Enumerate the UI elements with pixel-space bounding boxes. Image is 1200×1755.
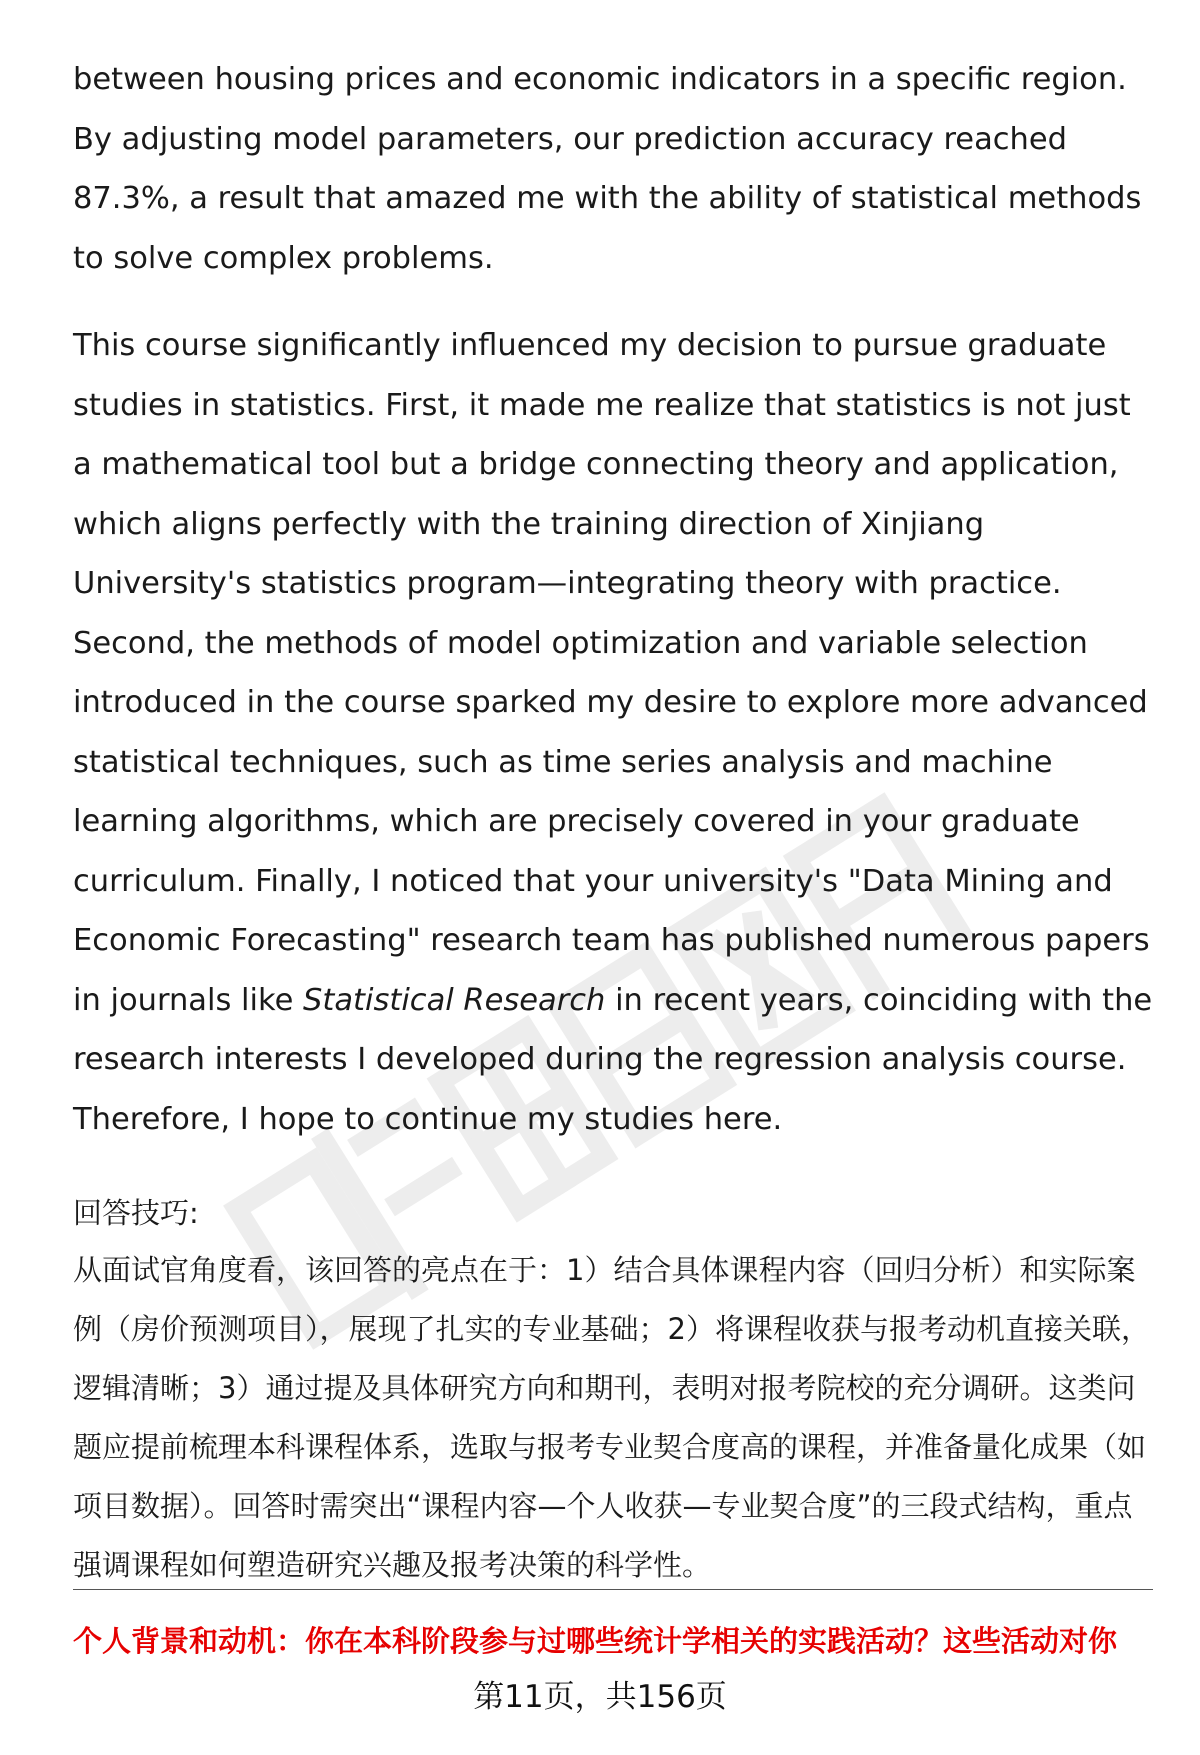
tips-heading: 回答技巧: [73,1196,199,1230]
next-question-heading: 个人背景和动机：你在本科阶段参与过哪些统计学相关的实践活动？这些活动对你 [73,1624,1118,1658]
main-paragraph-text-after: in recent years, coinciding with the research interests I developed during the regression analysis course. Therefore, I hope to continue my studies here. [73,982,1153,1137]
main-paragraph [73,316,1153,1149]
tips-body: 从面试官角度看，该回答的亮点在于：1）结合具体课程内容（回归分析）和实际案例（房价预测项目），展现了扎实的专业基础；2）将课程收获与报考动机直接关联，逻辑清晰；3）通过提及具体研究方向和期刊，表明对报考院校的充分调研。这类问题应提前梳理本科课程体系，选取与报考专业契合度高的课程，并准备量化成果（如项目数据）。回答时需突出“课程内容—个人收获—专业契合度”的三段式结构，重点强调课程如何塑造研究兴趣及报考决策的科学性。 [73,1253,1150,1582]
document-page [73,50,1153,1595]
section-divider [73,1589,1153,1590]
continuation-paragraph: between housing prices and economic indicators in a specific region. By adjusting model parameters, our prediction accuracy reached 87.3%, a result that amazed me with the ability of statistical methods to solve complex problems. [73,62,1142,276]
page-number: 第11页，共156页 [473,1679,727,1715]
main-paragraph-text-before: This course significantly influenced my decision to pursue graduate studies in statistics. First, it made me realize that statistics is not just a mathematical tool but a bridge connecting theory and application, which aligns perfectly with the training direction of Xinjiang University's statistics program—integrating theory with practice. Second, the methods of model optimization and variable selection introduced in the course sparked my desire to explore more advanced statistical techniques, such as time series analysis and machine learning algorithms, which are precisely covered in your graduate curriculum. Finally, I noticed that your university's "Data Mining and Economic Forecasting" research team has published numerous papers in journals like [73,328,1150,1018]
answer-tips-section [73,1185,1153,1595]
journal-title: Statistical Research [303,982,606,1018]
